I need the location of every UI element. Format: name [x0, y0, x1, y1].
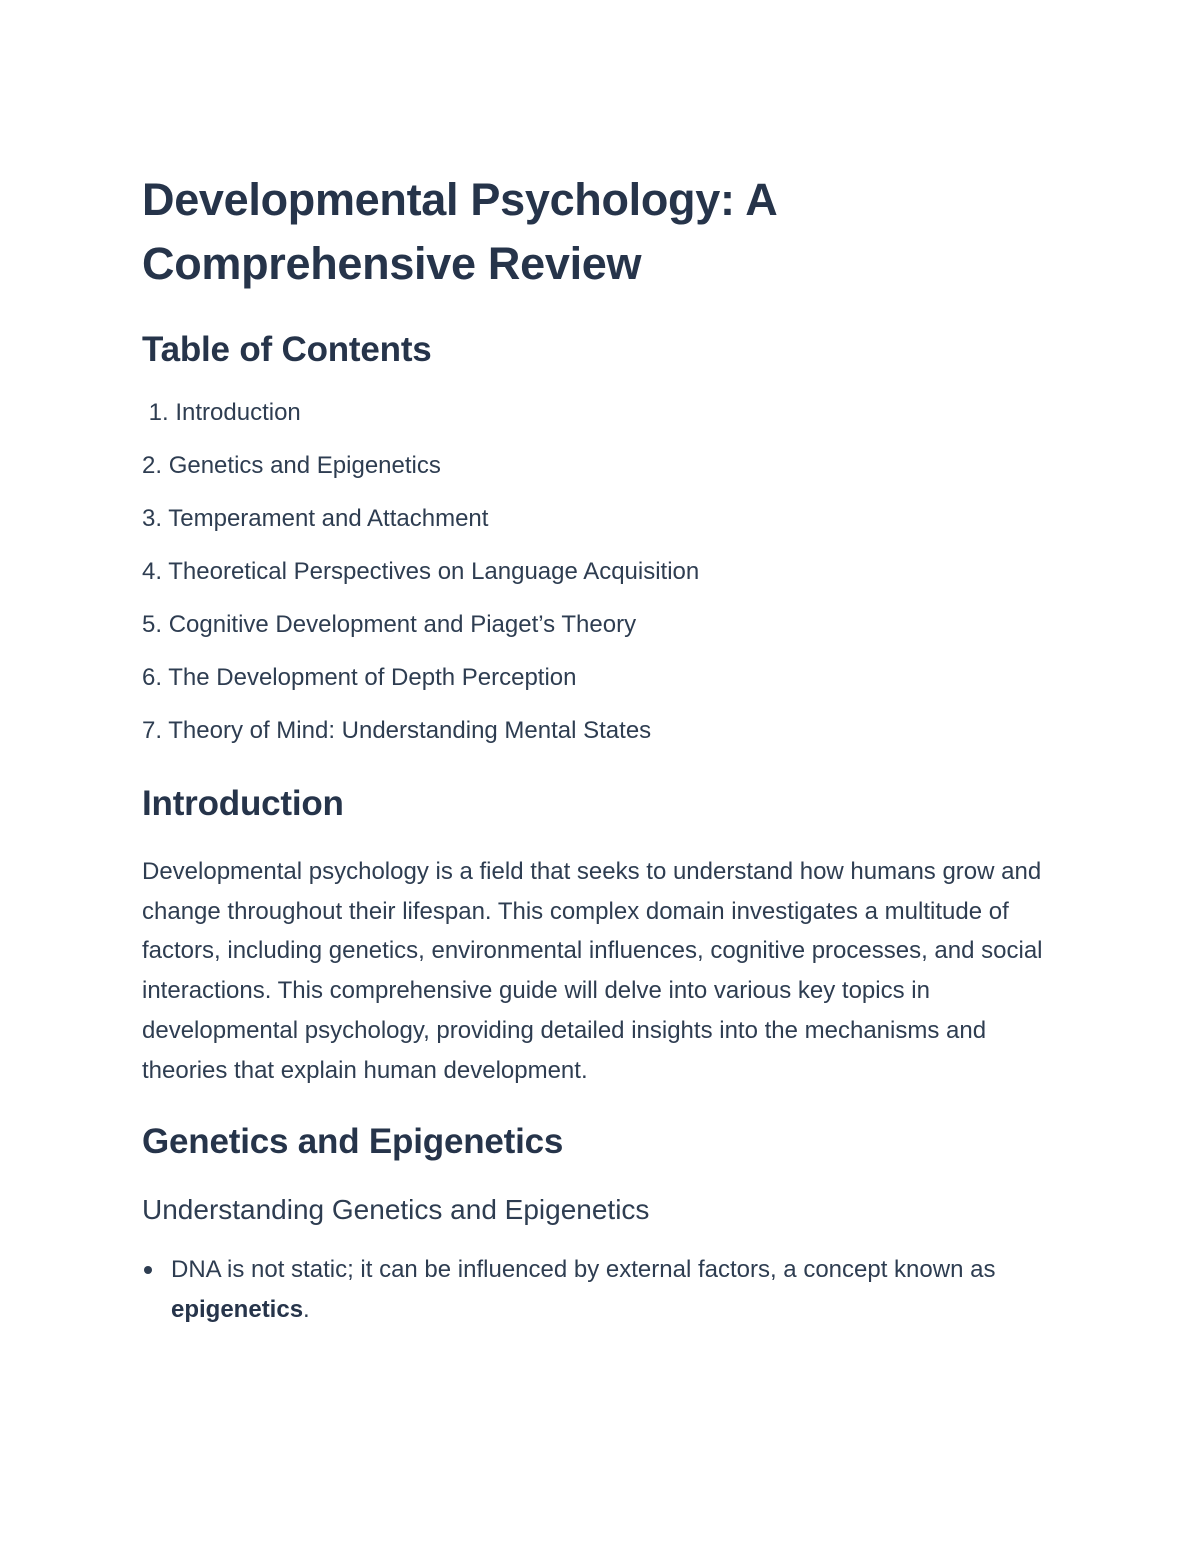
- document-page: [142, 168, 1072, 1330]
- toc-number: 4.: [142, 558, 163, 585]
- toc-item-language[interactable]: [142, 557, 1072, 587]
- toc-label: Theory of Mind: Understanding Mental States: [168, 717, 652, 744]
- toc-label: Introduction: [175, 399, 301, 426]
- genetics-bullet-list: [142, 1250, 1072, 1329]
- toc-number: 5.: [142, 611, 163, 638]
- toc-heading: Table of Contents: [142, 330, 432, 369]
- toc-item-temperament[interactable]: [142, 504, 1072, 534]
- toc-list: [142, 398, 1072, 746]
- bullet-item: [142, 1250, 1072, 1329]
- toc-number: 3.: [142, 505, 163, 532]
- toc-label: Cognitive Development and Piaget’s Theory: [168, 611, 637, 638]
- genetics-subheading: Understanding Genetics and Epigenetics: [142, 1194, 650, 1226]
- toc-item-introduction[interactable]: [142, 398, 1072, 428]
- toc-label: Theoretical Perspectives on Language Acquisition: [168, 558, 700, 585]
- bullet-suffix: .: [303, 1295, 310, 1323]
- toc-item-depth-perception[interactable]: [142, 663, 1072, 693]
- bullet-dot-icon: [144, 1266, 152, 1274]
- toc-label: The Development of Depth Perception: [168, 664, 577, 691]
- introduction-paragraph: Developmental psychology is a field that seeks to understand how humans grow and change throughout their lifespan. This complex domain investigates a multitude of factors, including genetics, environmental influences, cognitive processes, and social interactions. This comprehensive guide will delve into various key topics in developmental psychology, providing detailed insights into the mechanisms and theories that explain human development.: [142, 858, 1043, 1084]
- bullet-bold-term: epigenetics: [171, 1295, 304, 1323]
- toc-item-theory-of-mind[interactable]: [142, 716, 1072, 746]
- bullet-text: DNA is not static; it can be influenced by external factors, a concept known as: [171, 1256, 996, 1284]
- toc-number: 1.: [148, 399, 169, 426]
- toc-item-cognitive[interactable]: [142, 610, 1072, 640]
- toc-number: 6.: [142, 664, 163, 691]
- toc-item-genetics[interactable]: [142, 451, 1072, 481]
- toc-label: Genetics and Epigenetics: [168, 452, 441, 479]
- document-title: Developmental Psychology: A Comprehensive Review: [142, 174, 776, 289]
- introduction-heading: Introduction: [142, 784, 344, 823]
- toc-label: Temperament and Attachment: [168, 505, 489, 532]
- toc-number: 2.: [142, 452, 163, 479]
- toc-number: 7.: [142, 717, 163, 744]
- genetics-heading: Genetics and Epigenetics: [142, 1122, 564, 1162]
